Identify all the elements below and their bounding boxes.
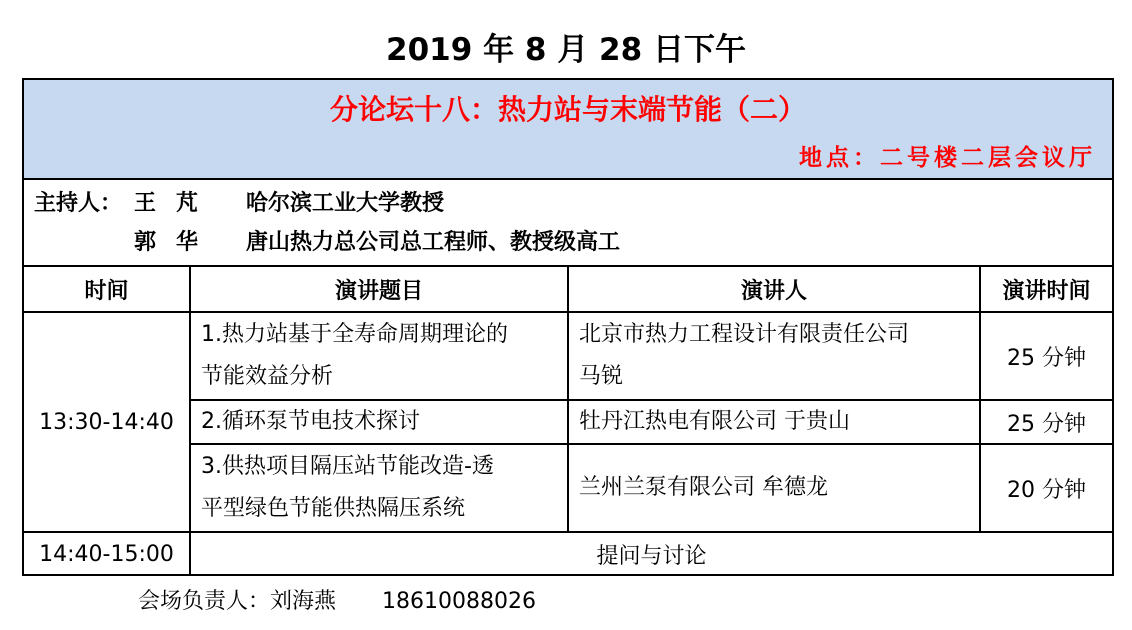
host-name: 郭华 [134, 230, 219, 255]
hosts-section [24, 180, 1112, 267]
talk-duration: 25 分钟 [980, 312, 1112, 400]
talk-speaker-line: 马锐 [579, 364, 624, 389]
session-time: 13:30-14:40 [24, 312, 190, 532]
forum-schedule-frame [22, 78, 1114, 576]
talk-topic-line: 平型绿色节能供热隔压系统 [201, 496, 466, 521]
talk-duration: 20 分钟 [980, 444, 1112, 532]
contact-person: 会场负责人：刘海燕 [138, 589, 337, 614]
table-row [24, 532, 1112, 576]
talk-speaker [568, 312, 980, 400]
talk-topic-line: 2.循环泵节电技术探讨 [201, 409, 420, 434]
talk-topic-line: 1.热力站基于全寿命周期理论的 [201, 322, 508, 347]
header-topic: 演讲题目 [190, 267, 568, 312]
header-time: 时间 [24, 267, 190, 312]
header-duration: 演讲时间 [980, 267, 1112, 312]
schedule-table [24, 267, 1112, 576]
page-title: 2019 年 8 月 28 日下午 [386, 32, 746, 68]
talk-speaker-line: 北京市热力工程设计有限责任公司 [579, 322, 910, 347]
venue-label: 地点：二号楼二层会议厅 [799, 145, 1096, 171]
talk-speaker-line: 牡丹江热电有限公司 于贵山 [579, 409, 850, 434]
talk-speaker [568, 444, 980, 532]
talk-duration: 25 分钟 [980, 400, 1112, 444]
forum-banner [24, 80, 1112, 180]
table-row [24, 312, 1112, 400]
host-row [24, 225, 1112, 261]
talk-topic [190, 444, 568, 532]
host-label: 主持人： [34, 191, 123, 216]
table-header-row [24, 267, 1112, 312]
qa-label: 提问与讨论 [190, 532, 1112, 576]
talk-topic [190, 400, 568, 444]
contact-phone: 18610088026 [382, 589, 536, 614]
forum-title: 分论坛十八：热力站与末端节能（二） [329, 93, 806, 126]
talk-topic-line: 节能效益分析 [201, 364, 334, 389]
qa-time: 14:40-15:00 [24, 532, 190, 576]
host-row [24, 186, 1112, 222]
talk-speaker-line: 兰州兰泵有限公司 牟德龙 [579, 475, 828, 500]
header-speaker: 演讲人 [568, 267, 980, 312]
talk-speaker [568, 400, 980, 444]
footer-contact [138, 586, 536, 618]
talk-topic-line: 3.供热项目隔压站节能改造-透 [201, 454, 494, 479]
talk-topic [190, 312, 568, 400]
host-title: 唐山热力总公司总工程师、教授级高工 [246, 230, 621, 255]
host-name: 王芃 [134, 191, 219, 216]
host-title: 哈尔滨工业大学教授 [246, 191, 445, 216]
